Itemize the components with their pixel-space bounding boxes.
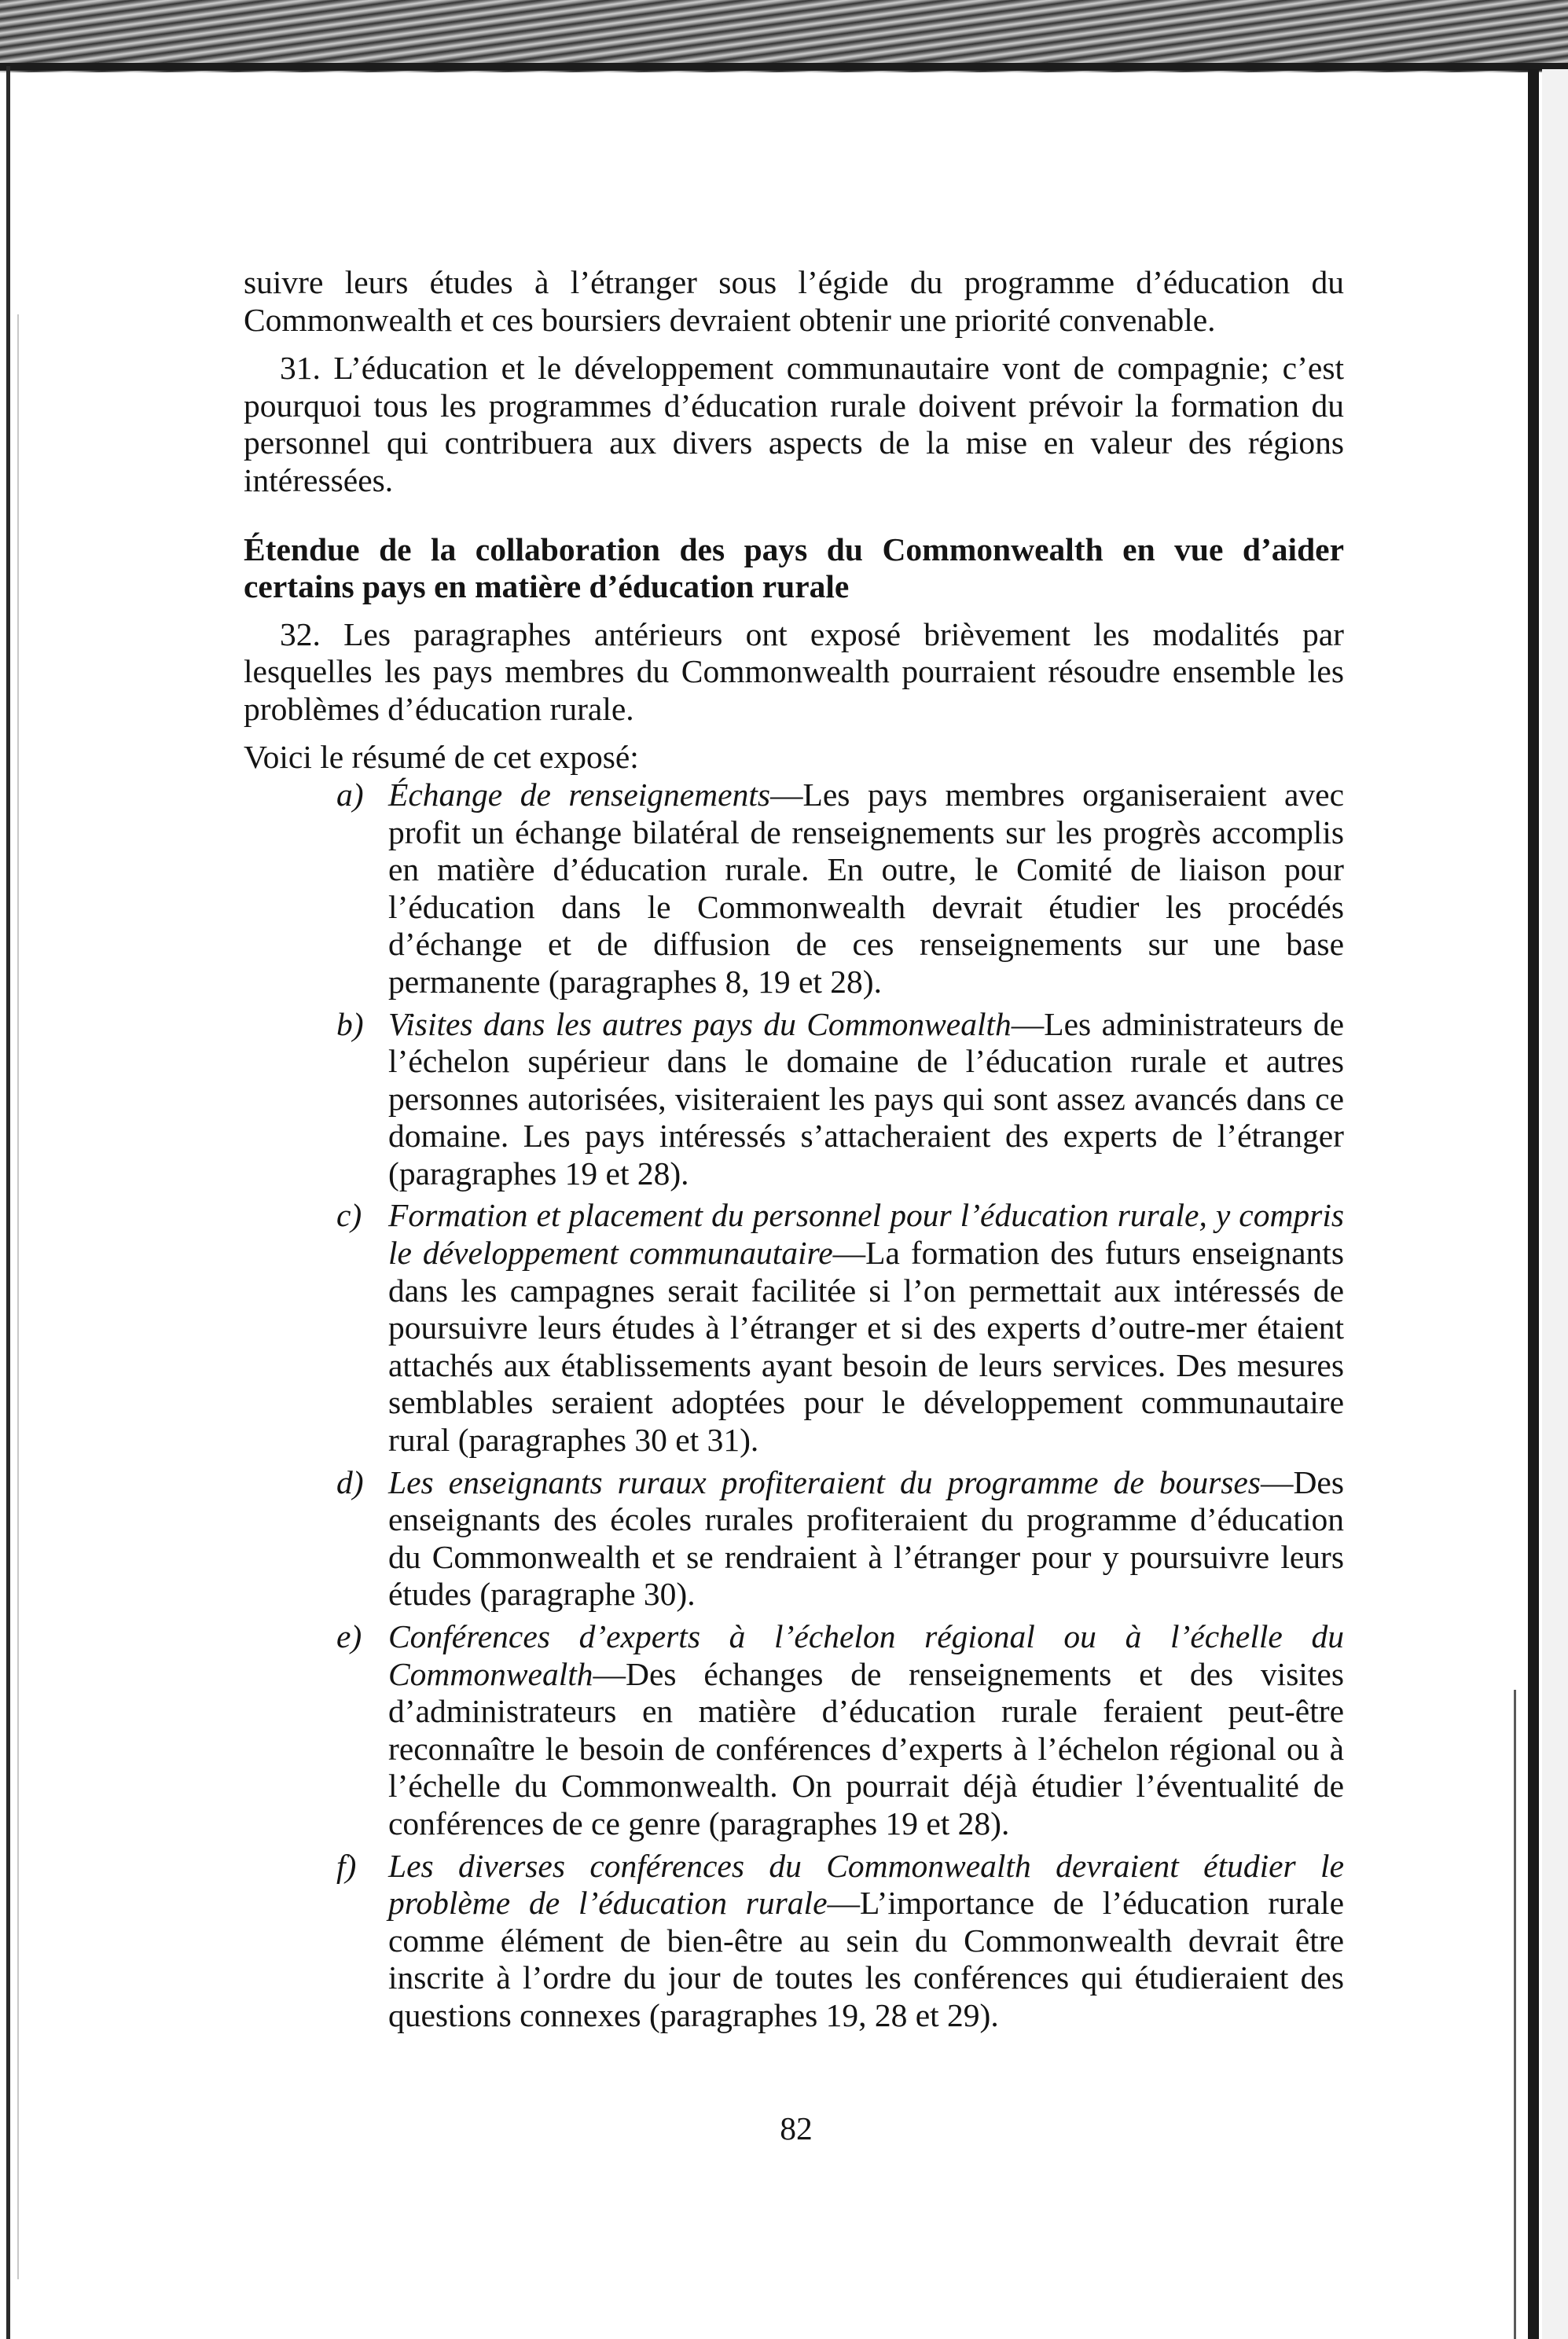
item-title: Les diverses conférences du Commonwealth devraient étudier le problème de l’éducation rurale: [388, 1847, 1344, 1922]
item-marker: a): [336, 776, 364, 813]
scan-top-rule: [0, 63, 1568, 71]
item-title: Formation et placement du personnel pour l’éducation rurale, y compris le développement communautaire: [388, 1197, 1344, 1272]
item-text: —Les pays membres organiseraient avec profit un échange bilatéral de renseignements sur les progrès accomplis en matière d’éducation rurale. En outre, le Comité de liaison pour l’éducation dans le Commonwealth devrait étudier les procédés d’échange et de diffusion de ces renseignements sur une base permanente (paragraphes 8, 19 et 28).: [388, 776, 1344, 1000]
summary-item-c: [244, 1197, 1344, 1459]
summary-item-b: [244, 1006, 1344, 1193]
item-marker: c): [336, 1197, 362, 1234]
summary-item-a: [244, 777, 1344, 1001]
page-number: 82: [780, 2110, 813, 2146]
scan-right-edge-inner: [1514, 1690, 1516, 2339]
summary-item-d: [244, 1464, 1344, 1614]
item-marker: f): [336, 1847, 357, 1884]
paragraph-31: 31. L’éducation et le développement communautaire vont de compagnie; c’est pourquoi tous les programmes d’éducation rurale doivent prévoir la formation du personnel qui contribuera aux divers aspects de la mise en valeur des régions intéressées.: [244, 350, 1344, 498]
item-text: —Des échanges de renseignements et des visites d’administrateurs en matière d’éducation rurale feraient peut-être reconnaître le besoin de conférences d’experts à l’échelon régional ou à l’échelle du Commonwealth. On pourrait déjà étudier l’éventualité de conférences de ce genre (paragraphes 19 et 28).: [388, 1655, 1344, 1841]
summary-item-e: [244, 1618, 1344, 1843]
scan-right-margin: [1542, 69, 1568, 2339]
summary-item-f: [244, 1848, 1344, 2035]
scan-top-border: [0, 0, 1568, 72]
item-marker: e): [336, 1618, 362, 1654]
item-marker: d): [336, 1463, 364, 1500]
scan-left-edge-faint: [17, 314, 19, 2279]
summary-intro: Voici le résumé de cet exposé:: [244, 739, 639, 776]
intro-paragraph: suivre leurs études à l’étranger sous l’égide du programme d’éducation du Commonwealth et ces boursiers devraient obtenir une priorité convenable.: [244, 264, 1344, 338]
scan-right-edge: [1528, 69, 1539, 2339]
document-page: [244, 264, 1344, 2040]
item-text: —Les administrateurs de l’échelon supérieur dans le domaine de l’éducation rurale et autres personnes autorisées, visiteraient les pays qui sont assez avancés dans ce domaine. Les pays intéressés s’attacheraient des experts de l’étranger (paragraphes 19 et 28).: [388, 1005, 1344, 1192]
item-title: Échange de renseignements: [388, 776, 771, 813]
scan-left-edge: [6, 66, 10, 2339]
item-marker: b): [336, 1005, 364, 1042]
item-text: —L’importance de l’éducation rurale comme élément de bien-être au sein du Commonwealth devrait être inscrite à l’ordre du jour de toutes les conférences qui étudieraient des questions connexes (paragraphes 19, 28 et 29).: [388, 1885, 1344, 2033]
item-title: Conférences d’experts à l’échelon régional ou à l’échelle du Commonwealth: [388, 1618, 1344, 1692]
paragraph-32: 32. Les paragraphes antérieurs ont exposé brièvement les modalités par lesquelles les pays membres du Commonwealth pourraient résoudre ensemble les problèmes d’éducation rurale.: [244, 615, 1344, 727]
item-text: —La formation des futurs enseignants dans les campagnes serait facilitée si l’on permettait aux intéressés de poursuivre leurs études à l’étranger et si des experts d’outre-mer étaient attachés aux établissements ayant besoin de leurs services. Des mesures semblables seraient adoptées pour le développement communautaire rural (paragraphes 30 et 31).: [388, 1235, 1344, 1459]
item-text: —Des enseignants des écoles rurales profiteraient du programme d’éducation du Commonwealth et se rendraient à l’étranger pour y poursuivre leurs études (paragraphe 30).: [388, 1463, 1344, 1613]
section-heading: Étendue de la collaboration des pays du Commonwealth en vue d’aider certains pays en matière d’éducation rurale: [244, 531, 1344, 604]
item-title: Visites dans les autres pays du Commonwealth: [388, 1005, 1012, 1042]
item-title: Les enseignants ruraux profiteraient du programme de bourses: [388, 1463, 1261, 1500]
